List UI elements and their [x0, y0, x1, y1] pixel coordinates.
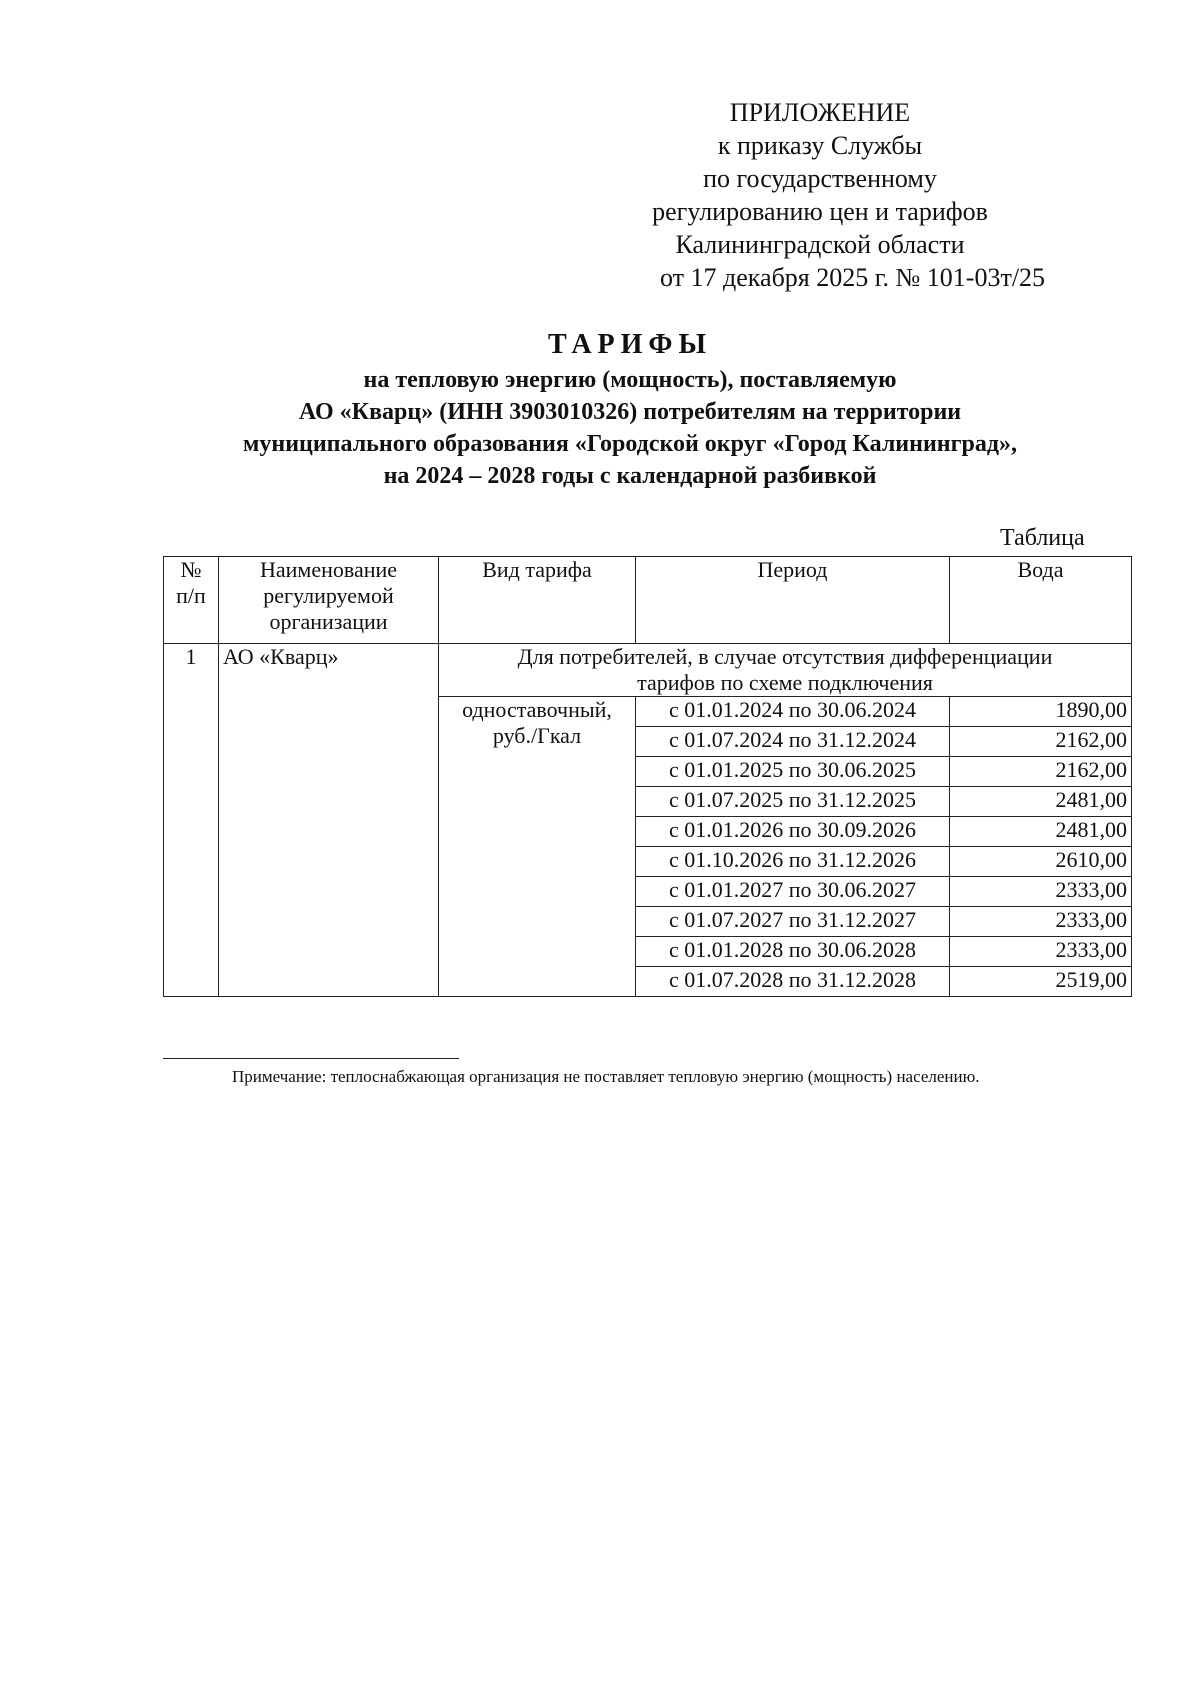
- water-value-cell: 2333,00: [950, 877, 1132, 907]
- period-cell: с 01.01.2027 по 30.06.2027: [636, 877, 950, 907]
- water-value-cell: 2519,00: [950, 967, 1132, 997]
- water-value-cell: 2610,00: [950, 847, 1132, 877]
- document-title: [130, 328, 1130, 492]
- water-value-cell: 1890,00: [950, 697, 1132, 727]
- tariff-kind: [439, 697, 636, 997]
- header-number-line: п/п: [176, 583, 206, 608]
- period-cell: с 01.01.2024 по 30.06.2024: [636, 697, 950, 727]
- title-line: на тепловую энергию (мощность), поставляемую: [363, 367, 897, 393]
- table-row: [164, 644, 1132, 697]
- header-water: Вода: [950, 557, 1132, 644]
- table-caption: Таблица: [1000, 525, 1085, 551]
- water-value-cell: 2333,00: [950, 937, 1132, 967]
- footnote-divider: [163, 1058, 459, 1059]
- tariff-kind-line: одноставочный,: [462, 697, 612, 722]
- header-number-line: №: [180, 557, 202, 582]
- title-line: муниципального образования «Городской округ «Город Калининград»,: [243, 431, 1017, 457]
- organization-name: АО «Кварц»: [219, 644, 439, 997]
- table-header-row: [164, 557, 1132, 644]
- appendix-order-date: от 17 декабря 2025 г. № 101-03т/25: [660, 263, 1046, 292]
- appendix-line: по государственному: [703, 164, 937, 193]
- period-cell: с 01.01.2025 по 30.06.2025: [636, 757, 950, 787]
- row-number: 1: [164, 644, 219, 997]
- period-cell: с 01.07.2028 по 31.12.2028: [636, 967, 950, 997]
- header-organization-line: организации: [269, 609, 388, 634]
- appendix-title: ПРИЛОЖЕНИЕ: [729, 98, 911, 127]
- appendix-header: [640, 96, 1046, 294]
- period-cell: с 01.07.2024 по 31.12.2024: [636, 727, 950, 757]
- appendix-line: регулированию цен и тарифов: [652, 197, 988, 226]
- consumer-note: [439, 644, 1132, 697]
- period-cell: с 01.07.2025 по 31.12.2025: [636, 787, 950, 817]
- consumer-note-line: тарифов по схеме подключения: [637, 670, 933, 695]
- header-organization: [219, 557, 439, 644]
- period-cell: с 01.10.2026 по 31.12.2026: [636, 847, 950, 877]
- water-value-cell: 2481,00: [950, 817, 1132, 847]
- footnote-text: Примечание: теплоснабжающая организация не поставляет тепловую энергию (мощность) населению.: [232, 1067, 980, 1086]
- header-period: Период: [636, 557, 950, 644]
- appendix-line: к приказу Службы: [717, 131, 923, 160]
- title-line: АО «Кварц» (ИНН 3903010326) потребителям на территории: [298, 399, 962, 425]
- water-value-cell: 2162,00: [950, 757, 1132, 787]
- tariff-kind-unit: руб./Гкал: [492, 723, 582, 748]
- header-organization-line: регулируемой: [263, 583, 394, 608]
- header-number: [164, 557, 219, 644]
- header-organization-line: Наименование: [259, 557, 398, 582]
- period-cell: с 01.01.2028 по 30.06.2028: [636, 937, 950, 967]
- period-cell: с 01.07.2027 по 31.12.2027: [636, 907, 950, 937]
- title-line: на 2024 – 2028 годы с календарной разбивкой: [383, 463, 877, 489]
- tariff-table: [163, 556, 1132, 997]
- period-cell: с 01.01.2026 по 30.09.2026: [636, 817, 950, 847]
- water-value-cell: 2162,00: [950, 727, 1132, 757]
- header-tariff-kind: Вид тарифа: [439, 557, 636, 644]
- consumer-note-line: Для потребителей, в случае отсутствия дифференциации: [517, 644, 1053, 669]
- water-value-cell: 2481,00: [950, 787, 1132, 817]
- water-value-cell: 2333,00: [950, 907, 1132, 937]
- page-title: ТАРИФЫ: [548, 329, 712, 360]
- appendix-line: Калининградской области: [675, 230, 965, 259]
